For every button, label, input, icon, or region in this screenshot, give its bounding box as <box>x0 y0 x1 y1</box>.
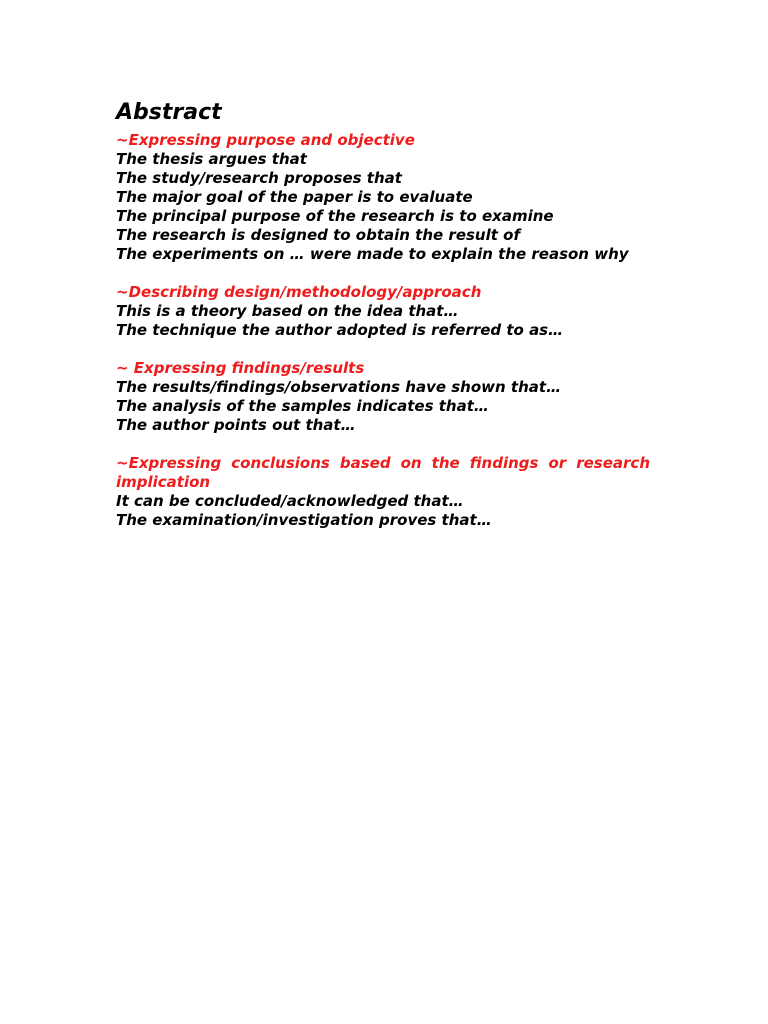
phrase-line: This is a theory based on the idea that… <box>116 302 459 320</box>
phrase-line: The technique the author adopted is referred to as… <box>116 321 564 339</box>
section-conclusions <box>116 454 650 530</box>
document-page <box>116 98 650 549</box>
phrase-line: The examination/investigation proves that… <box>116 511 492 529</box>
phrase-line: The research is designed to obtain the result of <box>116 226 520 244</box>
phrase-line: The thesis argues that <box>116 150 307 168</box>
section-heading: ~ Expressing findings/results <box>116 359 365 377</box>
phrase-line: The principal purpose of the research is to examine <box>116 207 554 225</box>
phrase-line: The results/findings/observations have shown that… <box>116 378 562 396</box>
page-title: Abstract <box>116 100 222 125</box>
phrase-line: It can be concluded/acknowledged that… <box>116 492 464 510</box>
phrase-line: The study/research proposes that <box>116 169 402 187</box>
section-findings <box>116 359 650 435</box>
phrase-line: The analysis of the samples indicates that… <box>116 397 489 415</box>
phrase-line: The major goal of the paper is to evaluate <box>116 188 473 206</box>
section-heading: ~Expressing conclusions based on the findings or research implication <box>116 454 650 491</box>
phrase-line: The experiments on … were made to explain the reason why <box>116 245 629 263</box>
section-heading: ~Describing design/methodology/approach <box>116 283 482 301</box>
section-methodology <box>116 283 650 340</box>
section-purpose <box>116 131 650 264</box>
phrase-line: The author points out that… <box>116 416 356 434</box>
section-heading: ~Expressing purpose and objective <box>116 131 415 149</box>
